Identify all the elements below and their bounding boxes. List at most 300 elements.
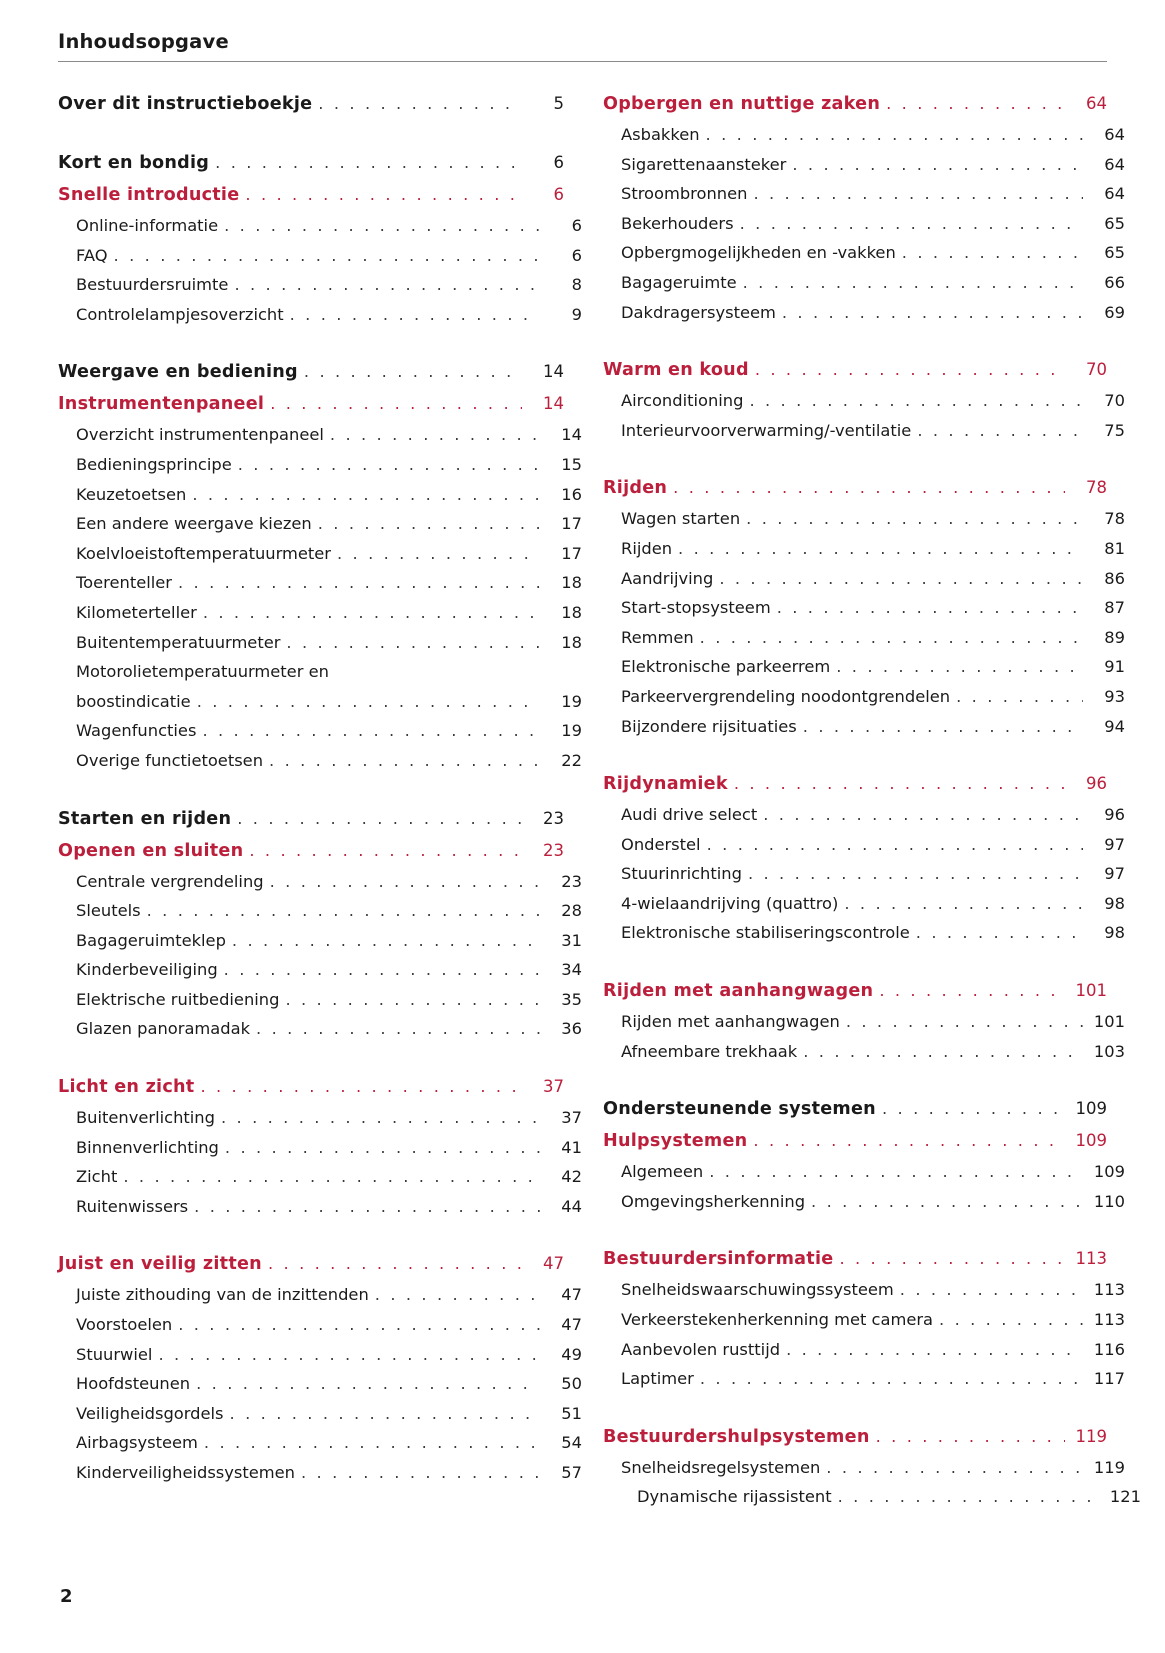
toc-entry-page-number: 28 — [561, 901, 582, 921]
toc-entry-label: Dynamische rijassistent — [637, 1487, 832, 1507]
toc-entry-page-number: 96 — [1104, 805, 1125, 825]
toc-entry[interactable] — [603, 652, 1125, 682]
toc-entry-label: Bijzondere rijsituaties — [621, 716, 797, 736]
toc-entry-label: Bestuurdershulpsystemen — [603, 1426, 870, 1447]
toc-entry-label: Parkeervergrendeling noodontgrendelen — [621, 686, 951, 706]
toc-entry[interactable] — [603, 416, 1125, 446]
dot-leader — [706, 120, 1083, 150]
toc-entry[interactable] — [58, 1192, 582, 1222]
toc-entry-label: Instrumentenpaneel — [58, 394, 265, 415]
toc-entry-page-number: 22 — [561, 750, 582, 770]
toc-entry-page-number: 94 — [1104, 716, 1125, 736]
toc-entry-page-number: 14 — [561, 425, 582, 445]
toc-entry-page-number: 57 — [561, 1463, 582, 1482]
toc-entry[interactable] — [58, 1133, 582, 1163]
dot-leader — [753, 179, 1083, 209]
toc-entry[interactable] — [58, 1340, 582, 1370]
toc-entry[interactable] — [603, 150, 1125, 180]
dot-leader — [826, 1453, 1083, 1483]
toc-entry-label: Hoofdsteunen — [76, 1374, 191, 1394]
toc-entry[interactable] — [603, 534, 1125, 564]
block-spacer — [603, 741, 1107, 768]
toc-entry-page-number: 18 — [561, 632, 582, 652]
toc-entry[interactable] — [58, 147, 564, 179]
toc-entry[interactable] — [58, 88, 564, 120]
toc-entry[interactable] — [58, 803, 564, 835]
toc-entry[interactable] — [603, 88, 1107, 120]
toc-entry-page-number: 16 — [561, 484, 582, 504]
dot-leader — [673, 472, 1065, 503]
toc-entry-label: Snelle introductie — [58, 185, 240, 205]
toc-entry-label: Motorolietemperatuurmeter en — [76, 662, 329, 682]
toc-entry[interactable] — [58, 985, 582, 1015]
toc-entry[interactable] — [58, 657, 582, 687]
toc-entry-label: Start-stopsysteem — [621, 598, 771, 618]
toc-entry-page-number: 117 — [1093, 1369, 1125, 1389]
toc-entry-label: Airbagsysteem — [76, 1433, 198, 1453]
toc-entry-label: Rijdynamiek — [603, 774, 728, 795]
toc-entry[interactable] — [603, 1243, 1107, 1275]
dot-leader — [196, 1369, 540, 1399]
dot-leader — [330, 420, 540, 450]
toc-entry[interactable] — [58, 300, 582, 330]
toc-entry[interactable] — [58, 867, 582, 897]
toc-entry[interactable] — [603, 120, 1125, 150]
dot-leader — [844, 889, 1083, 919]
toc-entry[interactable] — [58, 1014, 582, 1044]
toc-entry-page-number: 78 — [1086, 478, 1107, 498]
dot-leader — [763, 800, 1083, 830]
toc-entry-label: Bagageruimte — [621, 272, 737, 292]
toc-entry-page-number: 23 — [543, 840, 564, 860]
toc-entry-page-number: 119 — [1075, 1426, 1107, 1446]
toc-entry-page-number: 91 — [1104, 657, 1125, 677]
toc-entry-page-number: 47 — [561, 1285, 582, 1305]
toc-entry-label: Stuurinrichting — [621, 864, 742, 884]
toc-entry-label: Hulpsystemen — [603, 1131, 748, 1152]
toc-entry-label: Rijden met aanhangwagen — [603, 981, 874, 1002]
toc-entry[interactable] — [603, 889, 1125, 919]
toc-entry-page-number: 87 — [1104, 598, 1125, 618]
toc-entry-label: FAQ — [76, 245, 108, 265]
toc-entry-label: Centrale vergrendeling — [76, 871, 264, 891]
toc-entry[interactable] — [58, 179, 564, 211]
toc-entry[interactable] — [58, 716, 582, 746]
toc-entry-label: Buitenverlichting — [76, 1108, 215, 1128]
toc-entry[interactable] — [603, 1157, 1125, 1187]
dot-leader — [200, 1071, 522, 1102]
toc-entry[interactable] — [58, 1458, 582, 1488]
toc-entry-page-number: 6 — [571, 245, 582, 265]
block-spacer — [58, 120, 564, 147]
block-spacer — [603, 445, 1107, 472]
toc-entry-label: Elektronische stabiliseringscontrole — [621, 923, 910, 943]
dot-leader — [194, 1192, 540, 1222]
dot-leader — [811, 1187, 1083, 1217]
toc-entry-page-number: 37 — [543, 1077, 564, 1097]
block-spacer — [58, 776, 564, 803]
toc-entry-page-number: 75 — [1104, 420, 1125, 440]
toc-entry-page-number: 97 — [1104, 834, 1125, 854]
toc-entry-label: Koelvloeistoftemperatuurmeter — [76, 543, 331, 563]
toc-entry[interactable] — [58, 1071, 564, 1103]
toc-entry-label: Opbergmogelijkheden en -vakken — [621, 243, 896, 263]
toc-entry-page-number: 103 — [1093, 1041, 1125, 1061]
toc-entry-page-number: 70 — [1104, 391, 1125, 411]
toc-entry[interactable] — [603, 1482, 1141, 1512]
toc-entry-page-number: 64 — [1104, 125, 1125, 144]
toc-entry[interactable] — [603, 504, 1125, 534]
toc-entry[interactable] — [58, 1428, 582, 1458]
dot-leader — [734, 768, 1065, 799]
toc-entry-page-number: 31 — [561, 930, 582, 950]
toc-entry[interactable] — [58, 1280, 582, 1310]
toc-entry[interactable] — [603, 179, 1125, 209]
toc-entry-page-number: 109 — [1075, 1131, 1107, 1151]
toc-entry[interactable] — [603, 1421, 1107, 1453]
dot-leader — [900, 1275, 1083, 1305]
toc-entry[interactable] — [58, 1310, 582, 1340]
toc-entry-label: Bedieningsprincipe — [76, 454, 232, 474]
toc-entry-page-number: 19 — [561, 691, 582, 711]
toc-entry[interactable] — [603, 354, 1107, 386]
dot-leader — [803, 712, 1083, 742]
dot-leader — [290, 300, 540, 330]
toc-entry[interactable] — [603, 682, 1125, 712]
toc-entry[interactable] — [603, 209, 1125, 239]
toc-entry[interactable] — [603, 593, 1125, 623]
toc-entry-page-number: 9 — [571, 304, 582, 324]
toc-entry-page-number: 36 — [561, 1019, 582, 1039]
toc-entry-page-number: 101 — [1075, 981, 1107, 1001]
toc-entry-label: Licht en zicht — [58, 1077, 195, 1098]
dot-leader — [232, 926, 540, 956]
toc-entry-page-number: 50 — [561, 1374, 582, 1394]
toc-entry-page-number: 78 — [1104, 509, 1125, 529]
toc-entry-label: Omgevingsherkenning — [621, 1191, 806, 1211]
dot-leader — [782, 298, 1083, 328]
toc-entry-label: Aanbevolen rusttijd — [621, 1339, 781, 1359]
toc-entry-label: Overige functietoetsen — [76, 750, 264, 770]
toc-entry-label: Controlelampjesoverzicht — [76, 304, 284, 324]
toc-entry[interactable] — [603, 623, 1125, 653]
toc-entry-label: Veiligheidsgordels — [76, 1403, 224, 1423]
toc-entry[interactable] — [603, 1037, 1125, 1067]
toc-entry[interactable] — [603, 1093, 1107, 1125]
dot-leader — [902, 238, 1083, 268]
toc-entry[interactable] — [58, 1248, 564, 1280]
toc-entry-label: Kinderveiligheidssystemen — [76, 1463, 295, 1482]
toc-entry-label: 4-wielaandrijving (quattro) — [621, 893, 839, 913]
toc-entry-page-number: 70 — [1086, 360, 1107, 380]
toc-entry-page-number: 113 — [1093, 1310, 1125, 1330]
dot-leader — [748, 859, 1083, 889]
toc-entry[interactable] — [58, 746, 582, 776]
toc-entry[interactable] — [58, 896, 582, 926]
toc-entry[interactable] — [603, 1453, 1125, 1483]
toc-entry[interactable] — [603, 800, 1125, 830]
dot-leader — [318, 509, 540, 539]
title-divider — [58, 61, 1107, 62]
dot-leader — [256, 1014, 540, 1044]
toc-entry-label: Dakdragersysteem — [621, 302, 776, 322]
dot-leader — [879, 975, 1065, 1006]
toc-entry-page-number: 96 — [1086, 774, 1107, 794]
toc-entry[interactable] — [58, 687, 582, 717]
dot-leader — [916, 918, 1083, 948]
toc-entry-label: Bekerhouders — [621, 213, 734, 233]
toc-entry-page-number: 18 — [561, 602, 582, 622]
dot-leader — [221, 1103, 540, 1133]
dot-leader — [876, 1421, 1065, 1452]
block-spacer — [603, 327, 1107, 354]
page-title: Inhoudsopgave — [58, 30, 229, 53]
toc-entry-page-number: 86 — [1104, 568, 1125, 588]
toc-entry[interactable] — [58, 241, 582, 271]
block-spacer — [603, 1394, 1107, 1421]
dot-leader — [178, 568, 540, 598]
toc-entry[interactable] — [603, 1335, 1125, 1365]
toc-entry-page-number: 66 — [1104, 272, 1125, 292]
toc-entry-page-number: 97 — [1104, 864, 1125, 884]
toc-entry[interactable] — [58, 835, 564, 867]
toc-entry[interactable] — [603, 768, 1107, 800]
toc-entry-page-number: 6 — [571, 216, 582, 235]
dot-leader — [700, 1364, 1083, 1394]
toc-entry-label: Ondersteunende systemen — [603, 1099, 876, 1120]
toc-entry[interactable] — [603, 712, 1125, 742]
toc-entry-label: Bagageruimteklep — [76, 930, 226, 950]
toc-entry-label: Juiste zithouding van de inzittenden — [76, 1285, 369, 1305]
dot-leader — [803, 1037, 1083, 1067]
toc-entry-label: Binnenverlichting — [76, 1137, 219, 1157]
toc-entry-label: Wagenfuncties — [76, 721, 197, 741]
toc-entry-page-number: 42 — [561, 1167, 582, 1187]
dot-leader — [838, 1482, 1099, 1512]
dot-leader — [238, 450, 540, 480]
toc-entry[interactable] — [603, 1305, 1125, 1335]
toc-entry-label: Snelheidswaarschuwingssysteem — [621, 1280, 894, 1300]
block-spacer — [603, 1066, 1107, 1093]
toc-entry[interactable] — [58, 539, 582, 569]
toc-entry-label: Rijden met aanhangwagen — [621, 1012, 840, 1032]
toc-entry[interactable] — [603, 564, 1125, 594]
toc-entry-page-number: 14 — [543, 362, 564, 382]
toc-entry-label: Sigarettenaansteker — [621, 154, 787, 174]
footer-page-number: 2 — [60, 1586, 73, 1607]
toc-column-right — [603, 88, 1141, 1512]
dot-leader — [839, 1243, 1065, 1274]
toc-entry-label: Juist en veilig zitten — [58, 1254, 262, 1275]
dot-leader — [846, 1007, 1083, 1037]
dot-leader — [270, 388, 522, 419]
toc-entry[interactable] — [603, 386, 1125, 416]
toc-entry-page-number: 119 — [1093, 1457, 1125, 1477]
toc-entry-page-number: 47 — [561, 1315, 582, 1335]
dot-leader — [956, 682, 1083, 712]
toc-entry[interactable] — [58, 628, 582, 658]
toc-entry[interactable] — [58, 1162, 582, 1192]
dot-leader — [746, 504, 1083, 534]
toc-entry[interactable] — [603, 918, 1125, 948]
toc-entry[interactable] — [58, 1369, 582, 1399]
toc-entry-label: Online-informatie — [76, 216, 219, 235]
toc-entry-label: Ruitenwissers — [76, 1196, 189, 1216]
toc-entry-label: Weergave en bediening — [58, 362, 298, 383]
dot-leader — [749, 386, 1083, 416]
toc-entry-label: Bestuurdersruimte — [76, 275, 229, 295]
toc-entry-page-number: 17 — [561, 514, 582, 534]
toc-entry-label: Onderstel — [621, 834, 701, 854]
toc-entry[interactable] — [58, 509, 582, 539]
toc-entry[interactable] — [58, 598, 582, 628]
toc-entry-page-number: 34 — [561, 960, 582, 980]
toc-entry-page-number: 23 — [543, 808, 564, 828]
toc-entry-label: Kort en bondig — [58, 153, 210, 173]
dot-leader — [301, 1458, 540, 1488]
toc-entry-label: Elektronische parkeerrem — [621, 657, 831, 677]
dot-leader — [755, 354, 1065, 385]
toc-entry-page-number: 6 — [553, 153, 564, 172]
toc-entry[interactable] — [58, 955, 582, 985]
toc-entry-page-number: 47 — [543, 1254, 564, 1274]
dot-leader — [123, 1162, 540, 1192]
toc-entry[interactable] — [58, 356, 564, 388]
toc-entry-label: Aandrijving — [621, 568, 714, 588]
toc-entry-label: Kilometerteller — [76, 602, 197, 622]
toc-entry-label: Asbakken — [621, 125, 700, 144]
toc-entry[interactable] — [58, 450, 582, 480]
dot-leader — [225, 1133, 540, 1163]
dot-leader — [230, 1399, 540, 1429]
toc-entry-page-number: 19 — [561, 721, 582, 741]
dot-leader — [836, 652, 1083, 682]
dot-leader — [886, 88, 1065, 119]
toc-entry[interactable] — [58, 1103, 582, 1133]
dot-leader — [245, 179, 522, 210]
toc-entry[interactable] — [58, 1399, 582, 1429]
toc-entry-page-number: 81 — [1104, 538, 1125, 558]
toc-entry[interactable] — [58, 568, 582, 598]
toc-entry[interactable] — [58, 926, 582, 956]
toc-entry[interactable] — [58, 270, 582, 300]
toc-entry-page-number: 93 — [1104, 686, 1125, 706]
toc-entry[interactable] — [58, 388, 564, 420]
dot-leader — [204, 1428, 540, 1458]
toc-entry-label: Openen en sluiten — [58, 840, 244, 861]
toc-entry-label: Glazen panoramadak — [76, 1019, 251, 1039]
toc-entry-label: Over dit instructieboekje — [58, 94, 313, 114]
dot-leader — [337, 539, 540, 569]
toc-entry-label: Toerenteller — [76, 573, 172, 593]
toc-entry-page-number: 65 — [1104, 243, 1125, 263]
dot-leader — [285, 985, 540, 1015]
toc-entry-page-number: 109 — [1075, 1099, 1107, 1119]
dot-leader — [237, 803, 522, 834]
toc-entry-page-number: 101 — [1093, 1012, 1125, 1032]
dot-leader — [777, 593, 1083, 623]
toc-entry-page-number: 65 — [1104, 213, 1125, 233]
toc-entry-label: Afneembare trekhaak — [621, 1041, 798, 1061]
dot-leader — [743, 268, 1083, 298]
dot-leader — [719, 564, 1083, 594]
block-spacer — [603, 948, 1107, 975]
toc-entry-page-number: 113 — [1075, 1249, 1107, 1269]
toc-entry[interactable] — [58, 420, 582, 450]
dot-leader — [786, 1335, 1083, 1365]
dot-leader — [202, 716, 540, 746]
toc-entry[interactable] — [603, 830, 1125, 860]
toc-entry-page-number: 18 — [561, 573, 582, 593]
toc-entry[interactable] — [603, 1125, 1107, 1157]
dot-leader — [270, 867, 540, 897]
toc-entry-page-number: 110 — [1093, 1191, 1125, 1211]
toc-entry[interactable] — [603, 1275, 1125, 1305]
toc-entry-label: Kinderbeveiliging — [76, 960, 218, 980]
toc-entry-label: Audi drive select — [621, 805, 758, 825]
toc-entry-label: Bestuurdersinformatie — [603, 1249, 834, 1270]
toc-entry-page-number: 116 — [1093, 1339, 1125, 1359]
toc-entry-label: Algemeen — [621, 1162, 704, 1182]
dot-leader — [234, 270, 540, 300]
toc-entry[interactable] — [58, 211, 582, 241]
toc-entry-page-number: 14 — [543, 394, 564, 414]
toc-column-left — [58, 88, 582, 1488]
block-spacer — [58, 1044, 564, 1071]
toc-entry-label: Overzicht instrumentenpaneel — [76, 425, 324, 445]
dot-leader — [224, 955, 540, 985]
toc-entry-page-number: 89 — [1104, 627, 1125, 647]
dot-leader — [286, 628, 540, 658]
toc-entry-page-number: 44 — [561, 1196, 582, 1216]
dot-leader — [792, 150, 1083, 180]
toc-entry-label: Interieurvoorverwarming/-ventilatie — [621, 420, 912, 440]
toc-entry[interactable] — [603, 298, 1125, 328]
toc-entry-page-number: 121 — [1109, 1487, 1141, 1507]
toc-entry[interactable] — [603, 1007, 1125, 1037]
toc-entry-label: Zicht — [76, 1167, 118, 1187]
toc-entry[interactable] — [603, 1187, 1125, 1217]
dot-leader — [375, 1280, 540, 1310]
toc-entry[interactable] — [603, 472, 1107, 504]
toc-entry-label: Een andere weergave kiezen — [76, 514, 312, 534]
dot-leader — [707, 830, 1083, 860]
toc-entry[interactable] — [603, 268, 1125, 298]
dot-leader — [178, 1310, 540, 1340]
dot-leader — [740, 209, 1083, 239]
toc-entry-label: Stroombronnen — [621, 184, 748, 204]
toc-entry[interactable] — [603, 1364, 1125, 1394]
toc-entry-label: Opbergen en nuttige zaken — [603, 94, 881, 114]
toc-entry-label: Rijden — [603, 478, 668, 499]
toc-entry-label: Snelheidsregelsystemen — [621, 1457, 821, 1477]
toc-entry[interactable] — [58, 480, 582, 510]
toc-entry-label: Remmen — [621, 627, 694, 647]
dot-leader — [269, 746, 540, 776]
toc-entry[interactable] — [603, 238, 1125, 268]
toc-columns — [58, 88, 1141, 1512]
toc-entry[interactable] — [603, 859, 1125, 889]
toc-entry-label: Stuurwiel — [76, 1344, 153, 1364]
toc-entry-label: Wagen starten — [621, 509, 741, 529]
toc-entry-page-number: 54 — [561, 1433, 582, 1453]
dot-leader — [678, 534, 1083, 564]
toc-entry-page-number: 8 — [571, 275, 582, 295]
block-spacer — [58, 329, 564, 356]
toc-entry-label: Airconditioning — [621, 391, 744, 411]
toc-entry[interactable] — [603, 975, 1107, 1007]
toc-entry-page-number: 17 — [561, 543, 582, 563]
